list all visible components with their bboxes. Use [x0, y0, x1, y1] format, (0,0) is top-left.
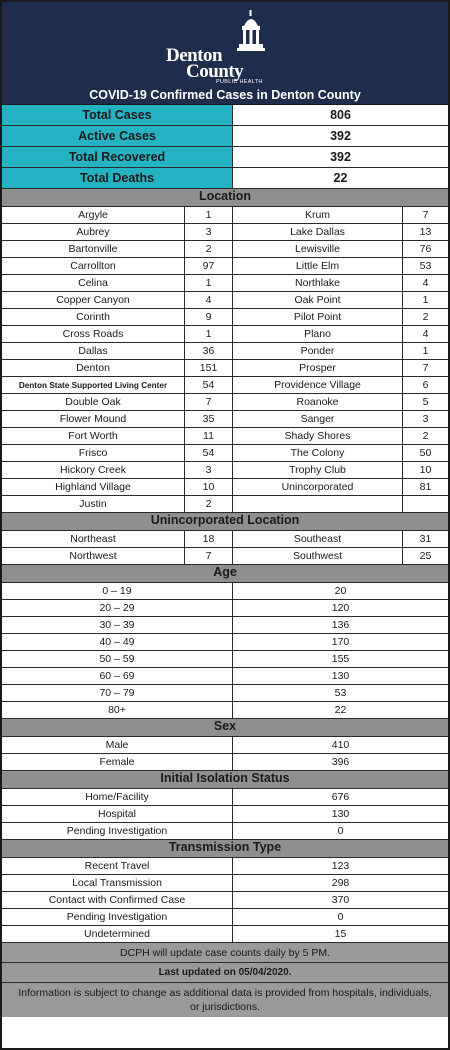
place-count: 35: [185, 411, 233, 427]
unincorporated-title: Unincorporated Location: [150, 513, 300, 527]
transmission-row: [2, 875, 448, 892]
transmission-label: Local Transmission: [2, 875, 233, 891]
location-section-header: [2, 189, 448, 207]
age-count: 20: [334, 585, 347, 597]
place-name: Prosper: [233, 360, 403, 376]
place-name: [233, 496, 403, 512]
place-count: 5: [422, 396, 429, 408]
age-label: 0 – 19: [2, 583, 233, 599]
transmission-label: Undetermined: [2, 926, 233, 942]
place-name: Oak Point: [233, 292, 403, 308]
location-row: [2, 360, 448, 377]
age-count: 120: [331, 602, 350, 614]
summary-row: [2, 168, 448, 189]
age-row: [2, 702, 448, 719]
transmission-count: 0: [337, 911, 344, 923]
location-row: [2, 377, 448, 394]
isolation-row: [2, 823, 448, 840]
location-row: [2, 462, 448, 479]
age-count: 53: [334, 687, 347, 699]
unincorporated-section-header: [2, 513, 448, 531]
denton-county-logo: [152, 10, 302, 84]
location-row: [2, 292, 448, 309]
place-name: Argyle: [2, 207, 185, 223]
place-name: Double Oak: [2, 394, 185, 410]
isolation-label: Pending Investigation: [2, 823, 233, 839]
sex-label: Male: [2, 737, 233, 753]
location-row: [2, 394, 448, 411]
place-count: 3: [422, 413, 429, 425]
isolation-count: 676: [331, 791, 350, 803]
location-row: [2, 309, 448, 326]
sex-row: [2, 754, 448, 771]
place-name: Northeast: [2, 531, 185, 547]
transmission-count: 123: [331, 860, 350, 872]
place-count: 151: [185, 360, 233, 376]
sex-label: Female: [2, 754, 233, 770]
place-name: Frisco: [2, 445, 185, 461]
place-name: Plano: [233, 326, 403, 342]
sex-section-header: [2, 719, 448, 737]
sex-title: Sex: [213, 719, 237, 733]
logo-word-county: County: [186, 61, 244, 82]
place-name: Lake Dallas: [233, 224, 403, 240]
place-name: Aubrey: [2, 224, 185, 240]
age-row: [2, 685, 448, 702]
location-row: [2, 207, 448, 224]
transmission-label: Recent Travel: [2, 858, 233, 874]
place-count: 18: [185, 531, 233, 547]
summary-row: [2, 126, 448, 147]
page-title: COVID-19 Confirmed Cases in Denton County: [89, 88, 361, 102]
place-count: 2: [185, 241, 233, 257]
age-row: [2, 634, 448, 651]
sex-count: 396: [331, 756, 350, 768]
place-name: Pilot Point: [233, 309, 403, 325]
place-count: 1: [185, 326, 233, 342]
transmission-section-header: [2, 840, 448, 858]
place-name: Providence Village: [233, 377, 403, 393]
transmission-label: Pending Investigation: [2, 909, 233, 925]
place-name: Justin: [2, 496, 185, 512]
unincorporated-row: [2, 548, 448, 565]
summary-value: 392: [233, 126, 448, 146]
place-count: 76: [419, 243, 432, 255]
place-name: Denton: [2, 360, 185, 376]
place-count: 1: [422, 345, 429, 357]
place-count: 7: [422, 209, 429, 221]
place-name: Roanoke: [233, 394, 403, 410]
transmission-row: [2, 926, 448, 943]
place-name: Cross Roads: [2, 326, 185, 342]
place-name: Hickory Creek: [2, 462, 185, 478]
unincorporated-table: [2, 531, 448, 565]
place-name: Trophy Club: [233, 462, 403, 478]
location-row: [2, 224, 448, 241]
place-count: 3: [185, 224, 233, 240]
location-title: Location: [198, 189, 252, 203]
location-row: [2, 258, 448, 275]
place-name: Northlake: [233, 275, 403, 291]
age-label: 70 – 79: [2, 685, 233, 701]
age-row: [2, 651, 448, 668]
location-row: [2, 445, 448, 462]
isolation-label: Hospital: [2, 806, 233, 822]
transmission-count: 370: [331, 894, 350, 906]
place-count: 2: [422, 430, 429, 442]
place-name: The Colony: [233, 445, 403, 461]
place-count: 6: [422, 379, 429, 391]
logo-word-denton: Denton: [166, 45, 223, 66]
isolation-table: [2, 789, 448, 840]
place-count: 11: [185, 428, 233, 444]
location-row: [2, 326, 448, 343]
age-row: [2, 617, 448, 634]
place-name: Flower Mound: [2, 411, 185, 427]
age-count: 155: [331, 653, 350, 665]
summary-label: Total Recovered: [2, 147, 233, 167]
place-name: Lewisville: [233, 241, 403, 257]
place-count: 31: [419, 533, 432, 545]
place-name: Southwest: [233, 548, 403, 564]
place-count: 7: [185, 394, 233, 410]
location-row: [2, 411, 448, 428]
summary-row: [2, 105, 448, 126]
place-count: 4: [185, 292, 233, 308]
age-label: 60 – 69: [2, 668, 233, 684]
place-name: Denton State Supported Living Center: [2, 377, 185, 393]
sex-table: [2, 737, 448, 771]
age-table: [2, 583, 448, 719]
transmission-count: 298: [331, 877, 350, 889]
place-name: Ponder: [233, 343, 403, 359]
place-count: 1: [422, 294, 429, 306]
age-label: 80+: [2, 702, 233, 718]
summary-value: 806: [233, 105, 448, 125]
update-note: DCPH will update case counts daily by 5 PM.: [2, 943, 448, 963]
header-banner: [2, 2, 448, 105]
place-name: Copper Canyon: [2, 292, 185, 308]
logo-subtitle: PUBLIC HEALTH: [216, 79, 263, 85]
isolation-row: [2, 789, 448, 806]
age-section-header: [2, 565, 448, 583]
age-label: 20 – 29: [2, 600, 233, 616]
age-count: 130: [331, 670, 350, 682]
summary-label: Total Cases: [2, 105, 233, 125]
place-count: 3: [185, 462, 233, 478]
place-count: 54: [185, 445, 233, 461]
age-row: [2, 600, 448, 617]
place-name: Krum: [233, 207, 403, 223]
age-count: 170: [331, 636, 350, 648]
location-row: [2, 275, 448, 292]
place-name: Carrollton: [2, 258, 185, 274]
location-row: [2, 343, 448, 360]
isolation-section-header: [2, 771, 448, 789]
place-count: 54: [185, 377, 233, 393]
location-row: [2, 496, 448, 513]
age-count: 136: [331, 619, 350, 631]
courthouse-dome-icon: [234, 10, 268, 58]
place-count: 1: [185, 275, 233, 291]
age-row: [2, 583, 448, 600]
place-name: Southeast: [233, 531, 403, 547]
age-row: [2, 668, 448, 685]
transmission-row: [2, 892, 448, 909]
place-name: Celina: [2, 275, 185, 291]
age-title: Age: [213, 565, 237, 579]
place-count: 7: [185, 548, 233, 564]
isolation-count: 0: [337, 825, 344, 837]
summary-label: Active Cases: [2, 126, 233, 146]
place-count: 97: [185, 258, 233, 274]
summary-row: [2, 147, 448, 168]
place-name: Bartonville: [2, 241, 185, 257]
summary-label: Total Deaths: [2, 168, 233, 188]
sex-count: 410: [331, 739, 350, 751]
place-count: 4: [422, 277, 429, 289]
place-count: 2: [185, 496, 233, 512]
place-name: Unincorporated: [233, 479, 403, 495]
place-count: 4: [422, 328, 429, 340]
isolation-label: Home/Facility: [2, 789, 233, 805]
age-label: 40 – 49: [2, 634, 233, 650]
place-name: Northwest: [2, 548, 185, 564]
place-count: 36: [185, 343, 233, 359]
isolation-count: 130: [331, 808, 350, 820]
place-count: 9: [185, 309, 233, 325]
summary-table: [2, 105, 448, 189]
place-count: 10: [419, 464, 432, 476]
isolation-title: Initial Isolation Status: [160, 771, 290, 785]
disclaimer: Information is subject to change as additional data is provided from hospitals, individuals, or jurisdictions.: [2, 983, 448, 1017]
place-name: Fort Worth: [2, 428, 185, 444]
location-table: [2, 207, 448, 513]
unincorporated-row: [2, 531, 448, 548]
transmission-row: [2, 909, 448, 926]
transmission-row: [2, 858, 448, 875]
transmission-count: 15: [334, 928, 347, 940]
transmission-title: Transmission Type: [168, 840, 282, 854]
age-label: 30 – 39: [2, 617, 233, 633]
place-name: Dallas: [2, 343, 185, 359]
summary-value: 392: [233, 147, 448, 167]
transmission-table: [2, 858, 448, 943]
place-count: 25: [419, 550, 432, 562]
location-row: [2, 241, 448, 258]
place-count: 10: [185, 479, 233, 495]
place-name: Sanger: [233, 411, 403, 427]
place-count: 7: [422, 362, 429, 374]
place-count: 50: [419, 447, 432, 459]
place-count: 53: [419, 260, 432, 272]
place-name: Highland Village: [2, 479, 185, 495]
age-label: 50 – 59: [2, 651, 233, 667]
age-count: 22: [334, 704, 347, 716]
place-name: Little Elm: [233, 258, 403, 274]
place-count: 81: [419, 481, 432, 493]
isolation-row: [2, 806, 448, 823]
sex-row: [2, 737, 448, 754]
location-row: [2, 479, 448, 496]
place-count: 13: [419, 226, 432, 238]
last-updated: Last updated on 05/04/2020.: [2, 963, 448, 983]
place-count: 2: [422, 311, 429, 323]
transmission-label: Contact with Confirmed Case: [2, 892, 233, 908]
place-count: 1: [185, 207, 233, 223]
place-name: Shady Shores: [233, 428, 403, 444]
summary-value: 22: [233, 168, 448, 188]
place-count: [403, 496, 448, 512]
location-row: [2, 428, 448, 445]
place-name: Corinth: [2, 309, 185, 325]
